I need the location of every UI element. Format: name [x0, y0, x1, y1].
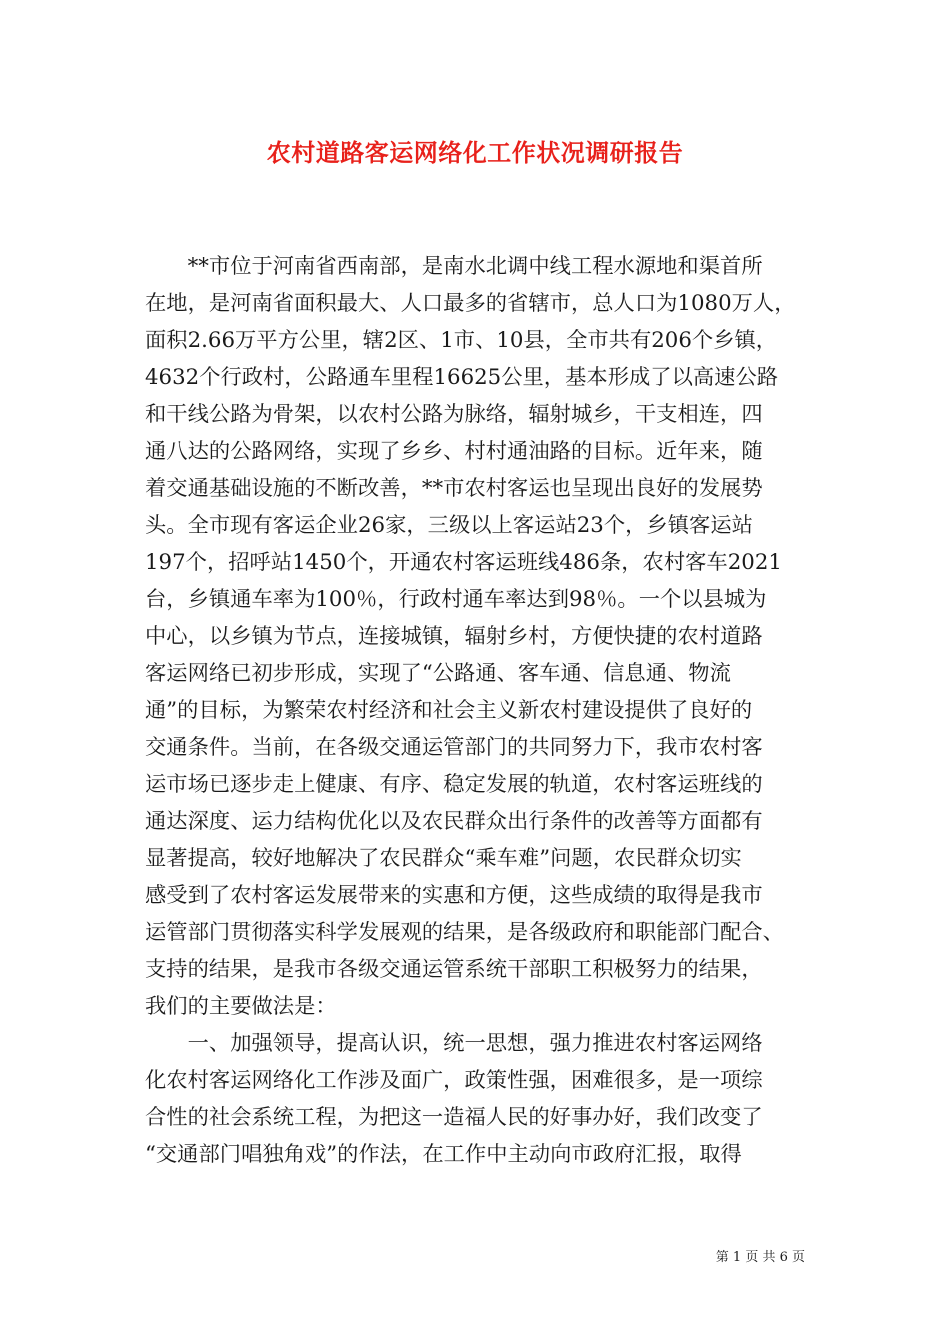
body-line: “交通部门唱独角戏”的作法，在工作中主动向市政府汇报，取得	[145, 1142, 742, 1167]
body-line: 在地，是河南省面积最大、人口最多的省辖市，总人口为1080万人，	[145, 291, 796, 316]
body-line: 合性的社会系统工程，为把这一造福人民的好事办好，我们改变了	[145, 1105, 763, 1130]
body-line: 通”的目标，为繁荣农村经济和社会主义新农村建设提供了良好的	[145, 698, 753, 723]
body-line: 一、加强领导，提高认识，统一思想，强力推进农村客运网络	[145, 1031, 763, 1056]
body-line: 运市场已逐步走上健康、有序、稳定发展的轨道，农村客运班线的	[145, 772, 763, 797]
body-line: 我们的主要做法是：	[145, 994, 337, 1019]
body-line: **市位于河南省西南部，是南水北调中线工程水源地和渠首所	[145, 254, 763, 279]
body-line: 感受到了农村客运发展带来的实惠和方便，这些成绩的取得是我市	[145, 883, 763, 908]
body-line: 台，乡镇通车率为100％，行政村通车率达到98％。一个以县城为	[145, 587, 767, 612]
body-line: 着交通基础设施的不断改善，**市农村客运也呈现出良好的发展势	[145, 476, 763, 501]
body-line: 面积2.66万平方公里，辖2区、1市、10县，全市共有206个乡镇，	[145, 328, 778, 353]
body-line: 头。全市现有客运企业26家，三级以上客运站23个，乡镇客运站	[145, 513, 753, 538]
body-line: 197个，招呼站1450个，开通农村客运班线486条，农村客车2021	[145, 550, 782, 575]
body-line: 化农村客运网络化工作涉及面广，政策性强，困难很多，是一项综	[145, 1068, 763, 1093]
body-line: 显著提高，较好地解决了农民群众“乘车难”问题，农民群众切实	[145, 846, 742, 871]
page-number: 第 1 页 共 6 页	[715, 1250, 805, 1265]
body-line: 通八达的公路网络，实现了乡乡、村村通油路的目标。近年来，随	[145, 439, 763, 464]
body-line: 运管部门贯彻落实科学发展观的结果，是各级政府和职能部门配合、	[145, 920, 784, 945]
body-line: 中心，以乡镇为节点，连接城镇，辐射乡村，方便快捷的农村道路	[145, 624, 763, 649]
body-line: 交通条件。当前，在各级交通运管部门的共同努力下，我市农村客	[145, 735, 763, 760]
document-body	[145, 248, 805, 1173]
body-line: 和干线公路为骨架，以农村公路为脉络，辐射城乡，干支相连，四	[145, 402, 763, 427]
body-line: 支持的结果，是我市各级交通运管系统干部职工积极努力的结果，	[145, 957, 763, 982]
body-line: 通达深度、运力结构优化以及农民群众出行条件的改善等方面都有	[145, 809, 763, 834]
body-line: 客运网络已初步形成，实现了“公路通、客车通、信息通、物流	[145, 661, 731, 686]
document-title: 农村道路客运网络化工作状况调研报告	[266, 138, 684, 167]
body-line: 4632个行政村，公路通车里程16625公里，基本形成了以高速公路	[145, 365, 779, 390]
